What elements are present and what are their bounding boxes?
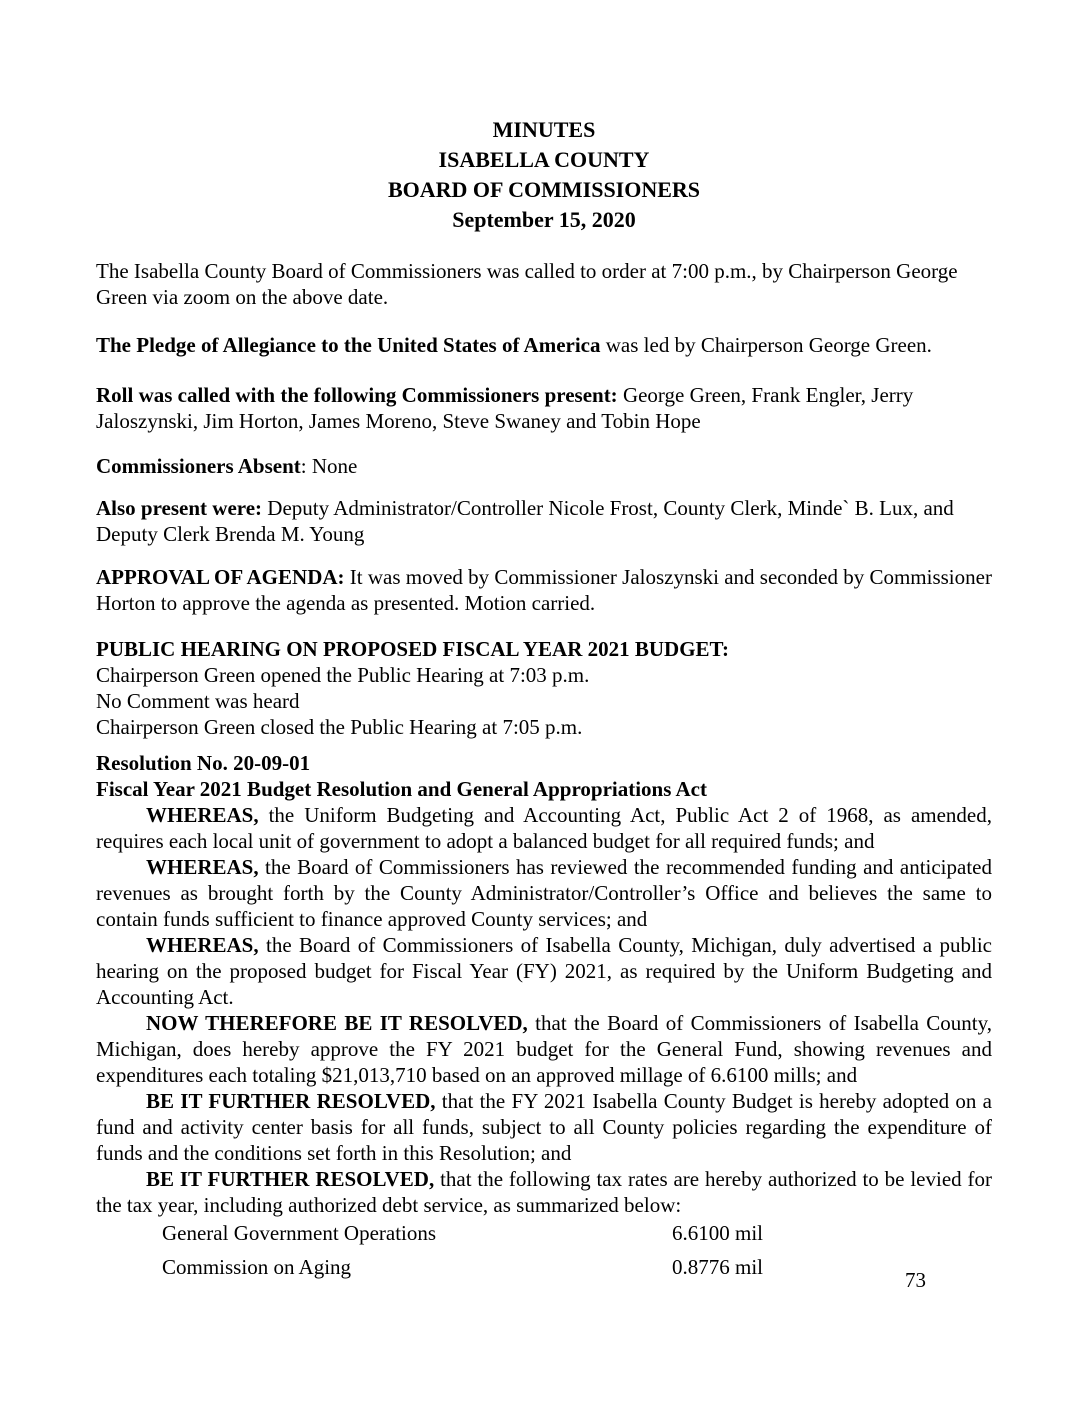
- public-hearing-section: [96, 636, 992, 740]
- resolution-number: Resolution No. 20-09-01: [96, 751, 311, 775]
- pledge-paragraph: [96, 332, 992, 358]
- tax-rate-label: General Government Operations: [162, 1221, 437, 1245]
- whereas-3-text: the Board of Commissioners of Isabella County, Michigan, duly advertised a public hearing on the proposed budget for Fiscal Year (FY) 2021, as required by the Uniform Budgeting and Accounting Act.: [96, 933, 992, 1009]
- whereas-2-text: the Board of Commissioners has reviewed the recommended funding and anticipated revenues as brought forth by the County Administrator/Controller’s Office and believes the same to contain funds sufficient to finance approved County services; and: [96, 855, 992, 931]
- resolved-3-text: that the following tax rates are hereby authorized to be levied for the tax year, including authorized debt service, as summarized below:: [96, 1167, 993, 1217]
- public-hearing-comment-line: No Comment was heard: [96, 689, 300, 713]
- whereas-2-lead: WHEREAS,: [146, 855, 259, 879]
- also-present-text: Deputy Administrator/Controller Nicole Frost, County Clerk, Minde` B. Lux, and Deputy Clerk Brenda M. Young: [96, 496, 954, 546]
- resolved-clause-2: [96, 1088, 992, 1166]
- roll-call-paragraph: [96, 382, 992, 434]
- called-to-order-text: The Isabella County Board of Commissioners was called to order at 7:00 p.m., by Chairperson George Green via zoom on the above date.: [96, 259, 958, 309]
- whereas-3-lead: WHEREAS,: [146, 933, 259, 957]
- resolved-clause-3: [96, 1166, 992, 1218]
- absent-text: : None: [300, 454, 358, 478]
- called-to-order-paragraph: [96, 258, 992, 310]
- resolved-2-lead: BE IT FURTHER RESOLVED,: [146, 1089, 436, 1113]
- whereas-clause-1: [96, 802, 992, 854]
- resolution-title: Fiscal Year 2021 Budget Resolution and General Appropriations Act: [96, 777, 707, 801]
- absent-paragraph: [96, 453, 992, 479]
- agenda-approval-lead: APPROVAL OF AGENDA:: [96, 565, 345, 589]
- tax-rate-row: [162, 1254, 992, 1280]
- title-line-county: ISABELLA COUNTY: [438, 147, 650, 172]
- agenda-approval-text: It was moved by Commissioner Jaloszynski and seconded by Commissioner Horton to approve the agenda as presented. Motion carried.: [96, 565, 992, 615]
- resolution-section: [96, 750, 992, 1218]
- page-content: [96, 115, 992, 1280]
- also-present-lead: Also present were:: [96, 496, 263, 520]
- resolved-2-text: that the FY 2021 Isabella County Budget is hereby adopted on a fund and activity center basis for all funds, subject to all County policies regarding the expenditure of funds and the conditions set forth in this Resolution; and: [96, 1089, 992, 1165]
- public-hearing-opened-line: Chairperson Green opened the Public Hearing at 7:03 p.m.: [96, 663, 590, 687]
- resolved-clause-1: [96, 1010, 992, 1088]
- tax-rate-value: 6.6100 mil: [672, 1221, 764, 1245]
- whereas-clause-2: [96, 854, 992, 932]
- absent-lead: Commissioners Absent: [96, 454, 301, 478]
- tax-rate-table: [96, 1220, 992, 1280]
- title-line-minutes: MINUTES: [492, 117, 596, 142]
- title-line-date: September 15, 2020: [452, 207, 636, 232]
- also-present-paragraph: [96, 495, 992, 547]
- whereas-clause-3: [96, 932, 992, 1010]
- roll-call-lead: Roll was called with the following Commissioners present:: [96, 383, 618, 407]
- resolved-1-text: that the Board of Commissioners of Isabella County, Michigan, does hereby approve the FY 2021 budget for the General Fund, showing revenues and expenditures each totaling $21,013,710 based on an approved millage of 6.6100 mills; and: [96, 1011, 993, 1087]
- tax-rate-label: Commission on Aging: [162, 1255, 352, 1279]
- public-hearing-heading: PUBLIC HEARING ON PROPOSED FISCAL YEAR 2021 BUDGET:: [96, 637, 729, 661]
- whereas-1-text: the Uniform Budgeting and Accounting Act, Public Act 2 of 1968, as amended, requires each local unit of government to adopt a balanced budget for all required funds; and: [96, 803, 992, 853]
- tax-rate-value: 0.8776 mil: [672, 1255, 764, 1279]
- document-title: [96, 115, 992, 235]
- title-line-board: BOARD OF COMMISSIONERS: [387, 177, 701, 202]
- roll-call-text: George Green, Frank Engler, Jerry Jaloszynski, Jim Horton, James Moreno, Steve Swaney and Tobin Hope: [96, 383, 914, 433]
- tax-rate-row: [162, 1220, 992, 1246]
- resolved-3-lead: BE IT FURTHER RESOLVED,: [146, 1167, 435, 1191]
- whereas-1-lead: WHEREAS,: [146, 803, 259, 827]
- page-number: 73: [905, 1268, 926, 1292]
- pledge-text: was led by Chairperson George Green.: [600, 333, 932, 357]
- agenda-approval-paragraph: [96, 564, 992, 616]
- resolved-1-lead: NOW THEREFORE BE IT RESOLVED,: [146, 1011, 528, 1035]
- public-hearing-closed-line: Chairperson Green closed the Public Hearing at 7:05 p.m.: [96, 715, 583, 739]
- pledge-lead: The Pledge of Allegiance to the United States of America: [96, 333, 601, 357]
